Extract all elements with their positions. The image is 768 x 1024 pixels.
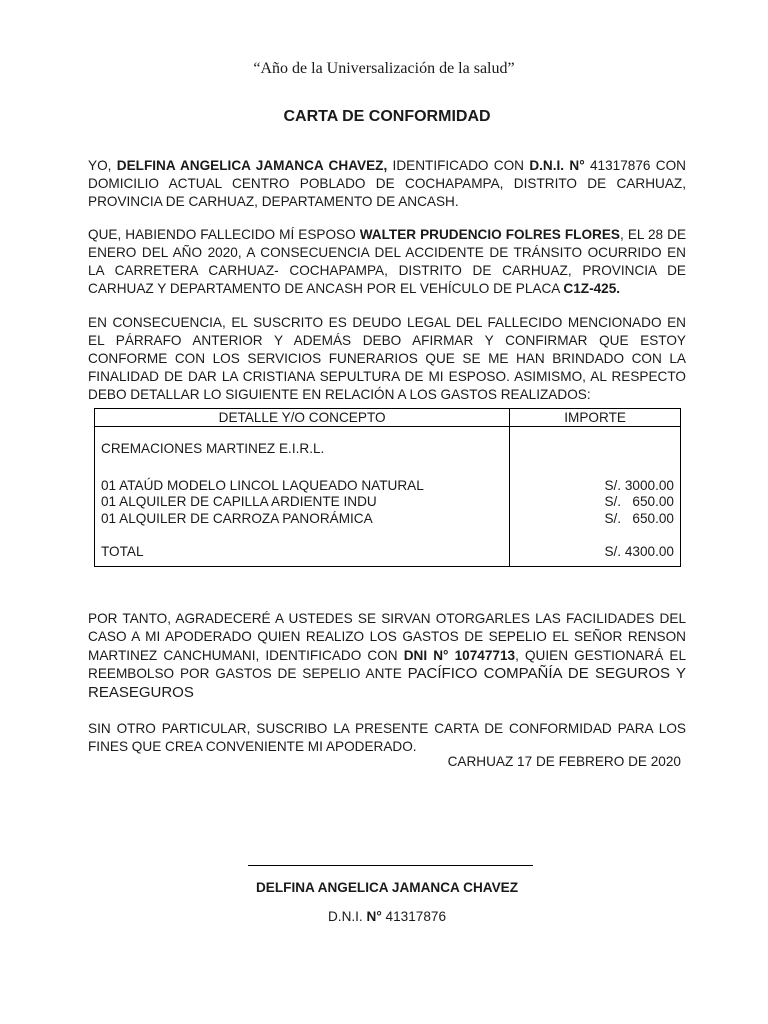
insurer-name: PACÍFICO COMPAÑÍA DE SEGUROS Y REASEGUROS (88, 665, 686, 701)
amount-cell (510, 427, 681, 567)
signature-line (248, 865, 533, 866)
table-row: 01 ATAÚD MODELO LINCOL LAQUEADO NATURAL (101, 477, 424, 493)
p4-text-2: , QUIEN GESTIONARÁ EL REEMBOLSO POR GASTOS DE SEPELIO ANTE (88, 647, 687, 682)
sig-dni-label: D.N.I. (327, 909, 363, 924)
table-row: 01 ALQUILER DE CARROZA PANORÁMICA (101, 510, 373, 526)
dni-label: D.N.I. (529, 157, 565, 173)
expenses-table (94, 408, 681, 567)
signature-name: DELFINA ANGELICA JAMANCA CHAVEZ (255, 880, 519, 895)
paragraph-request (88, 610, 686, 703)
letter-date: CARHUAZ 17 DE FEBRERO DE 2020 (447, 754, 681, 769)
p4-text-1: POR TANTO, AGRADECERÉ A USTEDES SE SIRVAN OTORGARLES LAS FACILIDADES DEL CASO A MI APODERADO QUIEN REALIZO LOS GASTOS DE SEPELIO EL SEÑOR RENSON MARTINEZ CANCHUMANI, IDENTIFICADO CON (88, 610, 686, 663)
year-motto: “Año de la Universalización de la salud” (253, 60, 515, 77)
table-body-row (95, 427, 681, 567)
paragraph-closing: SIN OTRO PARTICULAR, SUSCRIBO LA PRESENTE CARTA DE CONFORMIDAD PARA LOS FINES QUE CREA CONVENIENTE MI APODERADO. (88, 720, 686, 754)
total-amount: S/. 4300.00 (604, 543, 674, 559)
signature-dni (0, 909, 768, 924)
paragraph-identification (88, 157, 686, 211)
p2-text-2: , EL 28 DE ENERO DEL AÑO 2020, A CONSECUENCIA DEL ACCIDENTE DE TRÁNSITO OCURRIDO EN LA CARRETERA CARHUAZ- COCHAPAMPA, DISTRITO DE CARHUAZ, PROVINCIA DE CARHUAZ Y DEPARTAMENTO DE ANCASH POR EL VEHÍCULO DE PLACA (88, 226, 687, 296)
table-header-row (95, 409, 681, 427)
p2-text-1: QUE, HABIENDO FALLECIDO MÍ ESPOSO (88, 226, 360, 242)
vehicle-plate: C1Z-425. (563, 280, 621, 296)
table-row: 01 ALQUILER DE CAPILLA ARDIENTE INDU (101, 494, 377, 509)
p1-text-3: 41317876 CON DOMICILIO ACTUAL CENTRO POBLADO DE COCHAPAMPA, DISTRITO DE CARHUAZ, PROVINCIA DE CARHUAZ, DEPARTAMENTO DE ANCASH. (88, 157, 686, 209)
item-amount: S/. 650.00 (604, 494, 674, 509)
paragraph-consequence: EN CONSECUENCIA, EL SUSCRITO ES DEUDO LEGAL DEL FALLECIDO MENCIONADO EN EL PÁRRAFO ANTERIOR Y ADEMÁS DEBO AFIRMAR Y CONFIRMAR QUE ESTOY CONFORME CON LOS SERVICIOS FUNERARIOS QUE SE ME HAN BRINDADO CON LA FINALIDAD DE DAR LA CRISTIANA SEPULTURA DE MI ESPOSO. ASIMISMO, AL RESPECTO DEBO DETALLAR LO SIGUIENTE EN RELACIÓN A LOS GASTOS REALIZADOS: (88, 314, 686, 402)
provider-name: CREMACIONES MARTINEZ E.I.R.L. (101, 441, 325, 456)
concept-cell (95, 427, 510, 567)
header-concept: DETALLE Y/O CONCEPTO (95, 409, 510, 427)
signer-name: DELFINA ANGELICA JAMANCA CHAVEZ, (116, 157, 388, 173)
proxy-dni: DNI N° 10747713 (403, 647, 516, 663)
sig-dni-number: 41317876 (381, 909, 447, 924)
letter-title: CARTA DE CONFORMIDAD (283, 108, 491, 125)
num-sign: N° (569, 157, 585, 173)
header-amount: IMPORTE (510, 409, 681, 427)
sig-num-sign: N° (366, 909, 382, 924)
p1-text-1: YO, (88, 157, 117, 173)
total-label: TOTAL (101, 543, 144, 559)
item-amount: S/. 3000.00 (604, 477, 674, 493)
deceased-name: WALTER PRUDENCIO FOLRES FLORES (359, 226, 621, 242)
p1-text-2: IDENTIFICADO CON (387, 157, 530, 173)
paragraph-deceased (88, 226, 686, 298)
item-amount: S/. 650.00 (604, 510, 674, 526)
